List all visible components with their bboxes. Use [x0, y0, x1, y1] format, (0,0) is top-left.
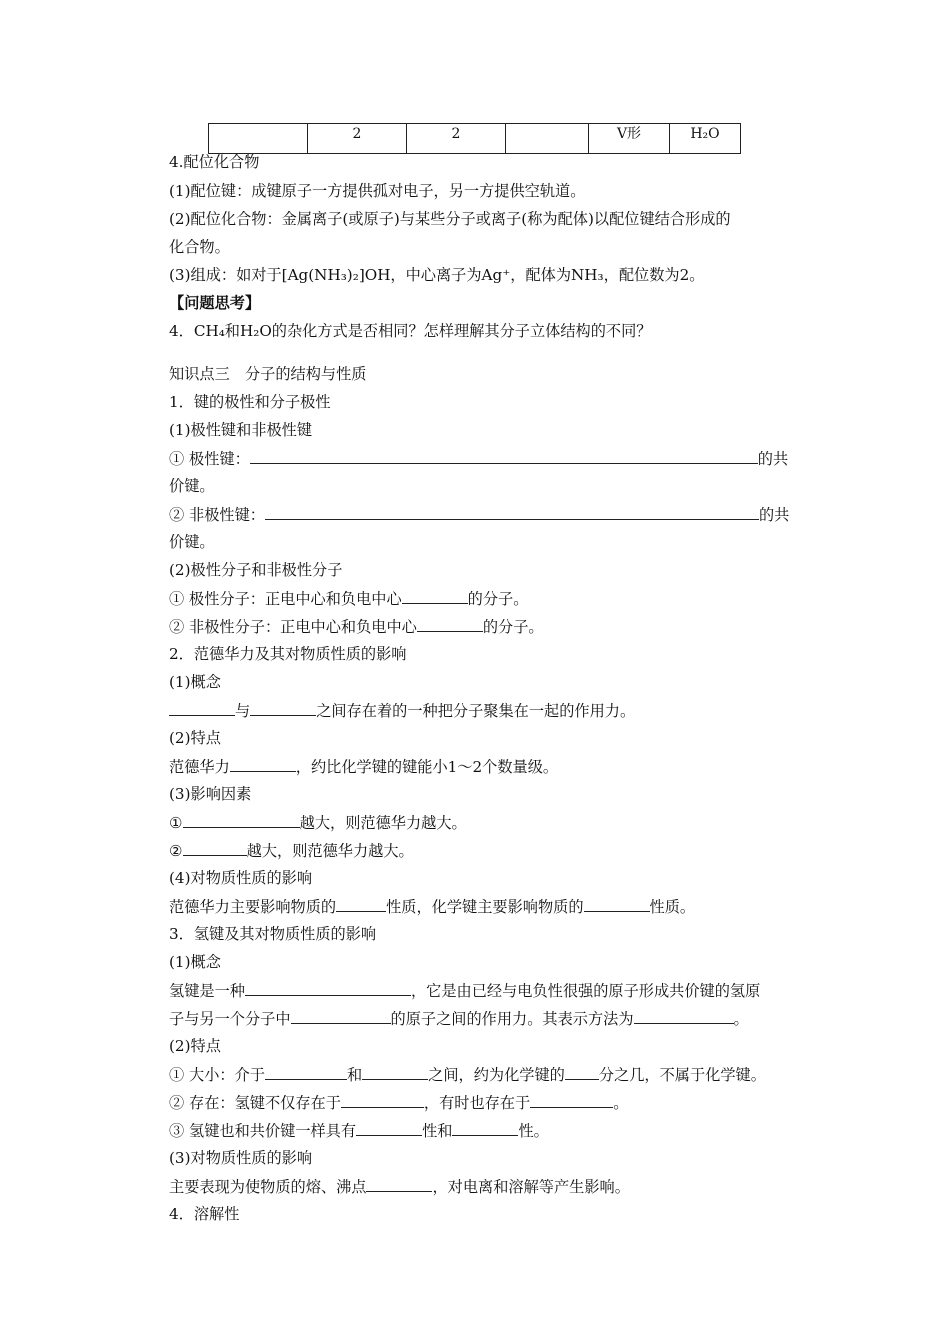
text-segment: 的分子。 — [467, 590, 529, 608]
fill-in-blank[interactable] — [366, 1176, 432, 1192]
fill-in-blank[interactable] — [250, 448, 758, 464]
text-line — [169, 560, 819, 580]
text-line — [169, 980, 819, 1001]
text-line — [169, 1092, 819, 1113]
text-segment: 1．键的极性和分子极性 — [169, 393, 331, 411]
text-segment: 性和 — [422, 1122, 453, 1140]
text-segment: 价键。 — [169, 533, 215, 551]
fill-in-blank[interactable] — [565, 1064, 599, 1080]
text-line — [169, 756, 819, 777]
text-segment: (1)极性键和非极性键 — [169, 421, 313, 439]
fill-in-blank[interactable] — [291, 1008, 391, 1024]
text-segment: ② 非极性键： — [169, 506, 265, 524]
fill-in-blank[interactable] — [183, 840, 247, 856]
text-segment: 【问题思考】 — [169, 294, 261, 312]
text-line — [169, 784, 819, 804]
text-segment: 性。 — [518, 1122, 549, 1140]
text-line — [169, 644, 819, 664]
fill-in-blank[interactable] — [362, 1064, 428, 1080]
text-line — [169, 728, 819, 748]
text-segment: (2)特点 — [169, 1037, 221, 1055]
text-segment: 的共 — [758, 506, 790, 524]
text-segment: (4)对物质性质的影响 — [169, 869, 313, 887]
text-line — [169, 672, 819, 692]
text-line — [169, 1204, 819, 1224]
text-line — [169, 700, 819, 721]
text-segment: (3)对物质性质的影响 — [169, 1149, 313, 1167]
text-segment: ，约比化学键的键能小1～2个数量级。 — [295, 758, 559, 776]
text-line — [169, 293, 819, 313]
text-segment: (2)配位化合物：金属离子(或原子)与某些分子或离子(称为配体)以配位键结合形成的 — [169, 210, 731, 228]
text-segment: 主要表现为使物质的熔、沸点 — [169, 1178, 367, 1196]
text-line — [169, 616, 819, 637]
text-line — [169, 181, 819, 201]
text-segment: 性质。 — [649, 898, 696, 916]
text-line — [169, 420, 819, 440]
text-segment: 的分子。 — [482, 618, 544, 636]
text-segment: ① 大小：介于 — [169, 1066, 265, 1084]
fill-in-blank[interactable] — [183, 812, 300, 828]
table-cell: V形 — [589, 124, 670, 154]
text-line — [169, 321, 819, 341]
text-line — [169, 924, 819, 944]
fill-in-blank[interactable] — [634, 1008, 734, 1024]
text-segment: (1)配位键：成键原子一方提供孤对电子，另一方提供空轨道。 — [169, 182, 586, 200]
text-segment: (3)组成：如对于[Ag(NH₃)₂]OH，中心离子为Ag⁺，配体为NH₃，配位数为2。 — [169, 266, 705, 284]
text-line — [169, 265, 819, 285]
text-segment: 越大，则范德华力越大。 — [299, 814, 467, 832]
text-line — [169, 1120, 819, 1141]
text-segment: ③ 氢键也和共价键一样具有 — [169, 1122, 357, 1140]
fill-in-blank[interactable] — [230, 756, 296, 772]
text-segment: 范德华力主要影响物质的 — [169, 898, 337, 916]
text-line — [169, 1176, 819, 1197]
text-line — [169, 237, 819, 257]
fill-in-blank[interactable] — [336, 896, 386, 912]
text-line — [169, 1148, 819, 1168]
text-line — [169, 896, 819, 917]
text-segment: 。 — [613, 1094, 629, 1112]
table-cell — [209, 124, 308, 154]
text-line — [169, 1064, 819, 1085]
text-segment: ② 存在：氢键不仅存在于 — [169, 1094, 341, 1112]
text-segment: (3)影响因素 — [169, 785, 252, 803]
text-segment: ① 极性分子：正电中心和负电中心 — [169, 590, 402, 608]
text-segment: ① — [169, 814, 183, 832]
text-segment: 之间，约为化学键的 — [428, 1066, 565, 1084]
text-segment: ② — [169, 842, 183, 860]
text-line — [169, 392, 819, 412]
text-line — [169, 532, 819, 552]
fill-in-blank[interactable] — [341, 1092, 424, 1108]
text-line — [169, 1008, 819, 1029]
text-line — [169, 812, 819, 833]
text-segment: 范德华力 — [169, 758, 230, 776]
text-segment: 3．氢键及其对物质性质的影响 — [169, 925, 377, 943]
text-segment: (1)概念 — [169, 673, 221, 691]
text-segment: (2)极性分子和非极性分子 — [169, 561, 343, 579]
text-segment: 价键。 — [169, 477, 215, 495]
text-segment: 性质，化学键主要影响物质的 — [386, 898, 584, 916]
table-cell — [506, 124, 589, 154]
table-row — [209, 124, 741, 154]
text-line — [169, 952, 819, 972]
text-segment: 4.配位化合物 — [169, 153, 260, 171]
text-line — [169, 868, 819, 888]
fill-in-blank[interactable] — [417, 616, 483, 632]
text-line — [169, 476, 819, 496]
text-segment: 知识点三 分子的结构与性质 — [169, 365, 367, 383]
text-segment: 4．溶解性 — [169, 1205, 240, 1223]
fill-in-blank[interactable] — [530, 1092, 613, 1108]
text-line — [169, 209, 819, 229]
text-segment: ，它是由已经与电负性很强的原子形成共价键的氢原 — [410, 982, 761, 1000]
fill-in-blank[interactable] — [402, 588, 468, 604]
table-cell: 2 — [308, 124, 407, 154]
fill-in-blank[interactable] — [265, 1064, 347, 1080]
text-segment: 2．范德华力及其对物质性质的影响 — [169, 645, 407, 663]
text-line — [169, 1036, 819, 1056]
fill-in-blank[interactable] — [584, 896, 650, 912]
text-segment: ，有时也存在于 — [423, 1094, 531, 1112]
fill-in-blank[interactable] — [169, 700, 235, 716]
text-line — [169, 364, 819, 384]
text-segment: 和 — [346, 1066, 363, 1084]
text-segment: (2)特点 — [169, 729, 221, 747]
fill-in-blank[interactable] — [250, 700, 316, 716]
text-segment: 化合物。 — [169, 238, 230, 256]
fill-in-blank[interactable] — [265, 504, 759, 520]
fill-in-blank[interactable] — [356, 1120, 422, 1136]
hybridization-table — [208, 123, 741, 154]
table-cell: 2 — [407, 124, 506, 154]
text-segment: 越大，则范德华力越大。 — [246, 842, 414, 860]
text-segment: 子与另一个分子中 — [169, 1010, 291, 1028]
text-segment: ，对电离和溶解等产生影响。 — [432, 1178, 630, 1196]
text-line — [169, 840, 819, 861]
text-segment: 。 — [733, 1010, 749, 1028]
text-segment: ① 极性键： — [169, 450, 250, 468]
text-line — [169, 504, 819, 525]
fill-in-blank[interactable] — [452, 1120, 518, 1136]
text-segment: 之间存在着的一种把分子聚集在一起的作用力。 — [316, 702, 636, 720]
fill-in-blank[interactable] — [245, 980, 411, 996]
table-cell: H₂O — [670, 124, 741, 154]
text-line — [169, 588, 819, 609]
text-segment: 分之几，不属于化学键。 — [598, 1066, 766, 1084]
text-segment: 氢键是一种 — [169, 982, 245, 1000]
text-segment: (1)概念 — [169, 953, 221, 971]
text-segment: 的共 — [757, 450, 789, 468]
text-line — [169, 152, 819, 172]
text-segment: ② 非极性分子：正电中心和负电中心 — [169, 618, 417, 636]
text-segment: 与 — [235, 702, 251, 720]
text-segment: 的原子之间的作用力。其表示方法为 — [390, 1010, 634, 1028]
text-segment: 4．CH₄和H₂O的杂化方式是否相同？怎样理解其分子立体结构的不同？ — [169, 322, 652, 340]
text-line — [169, 448, 819, 469]
